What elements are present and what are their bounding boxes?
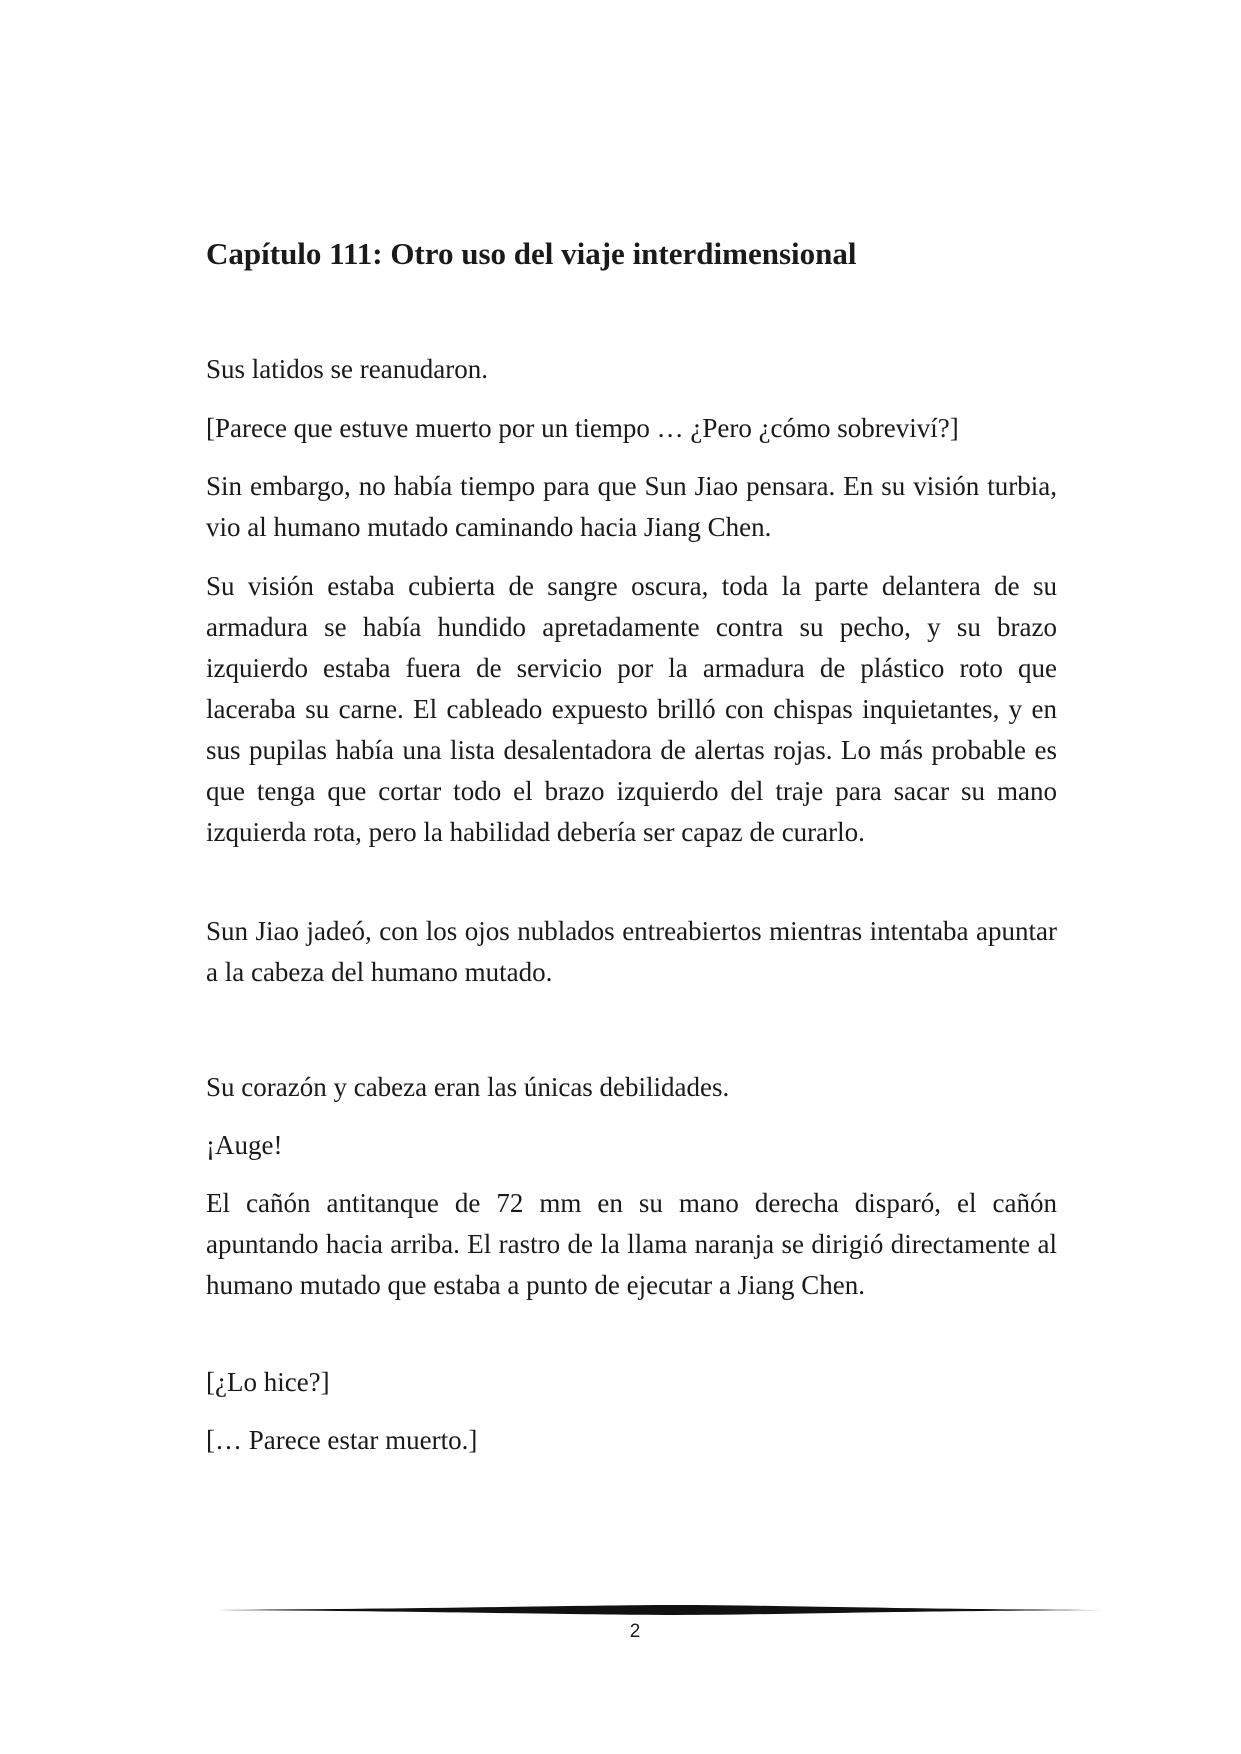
paragraph-10: [… Parece estar muerto.] [206, 1425, 478, 1455]
paragraph-7: ¡Auge! [206, 1130, 283, 1160]
paragraph-5: Sun Jiao jadeó, con los ojos nublados entreabiertos mientras intentaba apuntar a la cabeza del humano mutado. [206, 916, 1057, 987]
paragraph-4: Su visión estaba cubierta de sangre oscura, toda la parte delantera de su armadura se había hundido apretadamente contra su pecho, y su brazo izquierdo estaba fuera de servicio por la armadura de plástico roto que laceraba su carne. El cableado expuesto brilló con chispas inquietantes, y en sus pupilas había una lista desalentadora de alertas rojas. Lo más probable es que tenga que cortar todo el brazo izquierdo del traje para sacar su mano izquierda rota, pero la habilidad debería ser capaz de curarlo. [206, 571, 1057, 847]
paragraph-6: Su corazón y cabeza eran las únicas debilidades. [206, 1072, 730, 1102]
page-number: 2 [629, 1621, 641, 1642]
paragraph-9: [¿Lo hice?] [206, 1367, 330, 1397]
chapter-title: Capítulo 111: Otro uso del viaje interdimensional [206, 236, 857, 271]
paragraph-2: [Parece que estuve muerto por un tiempo … ¿Pero ¿cómo sobreviví?] [206, 413, 959, 443]
paragraph-3: Sin embargo, no había tiempo para que Sun Jiao pensara. En su visión turbia, vio al humano mutado caminando hacia Jiang Chen. [206, 471, 1057, 542]
paragraph-1: Sus latidos se reanudaron. [206, 354, 488, 384]
paragraph-8: El cañón antitanque de 72 mm en su mano derecha disparó, el cañón apuntando hacia arriba. El rastro de la llama naranja se dirigió directamente al humano mutado que estaba a punto de ejecutar a Jiang Chen. [206, 1188, 1057, 1300]
footer-divider [206, 1604, 1101, 1616]
